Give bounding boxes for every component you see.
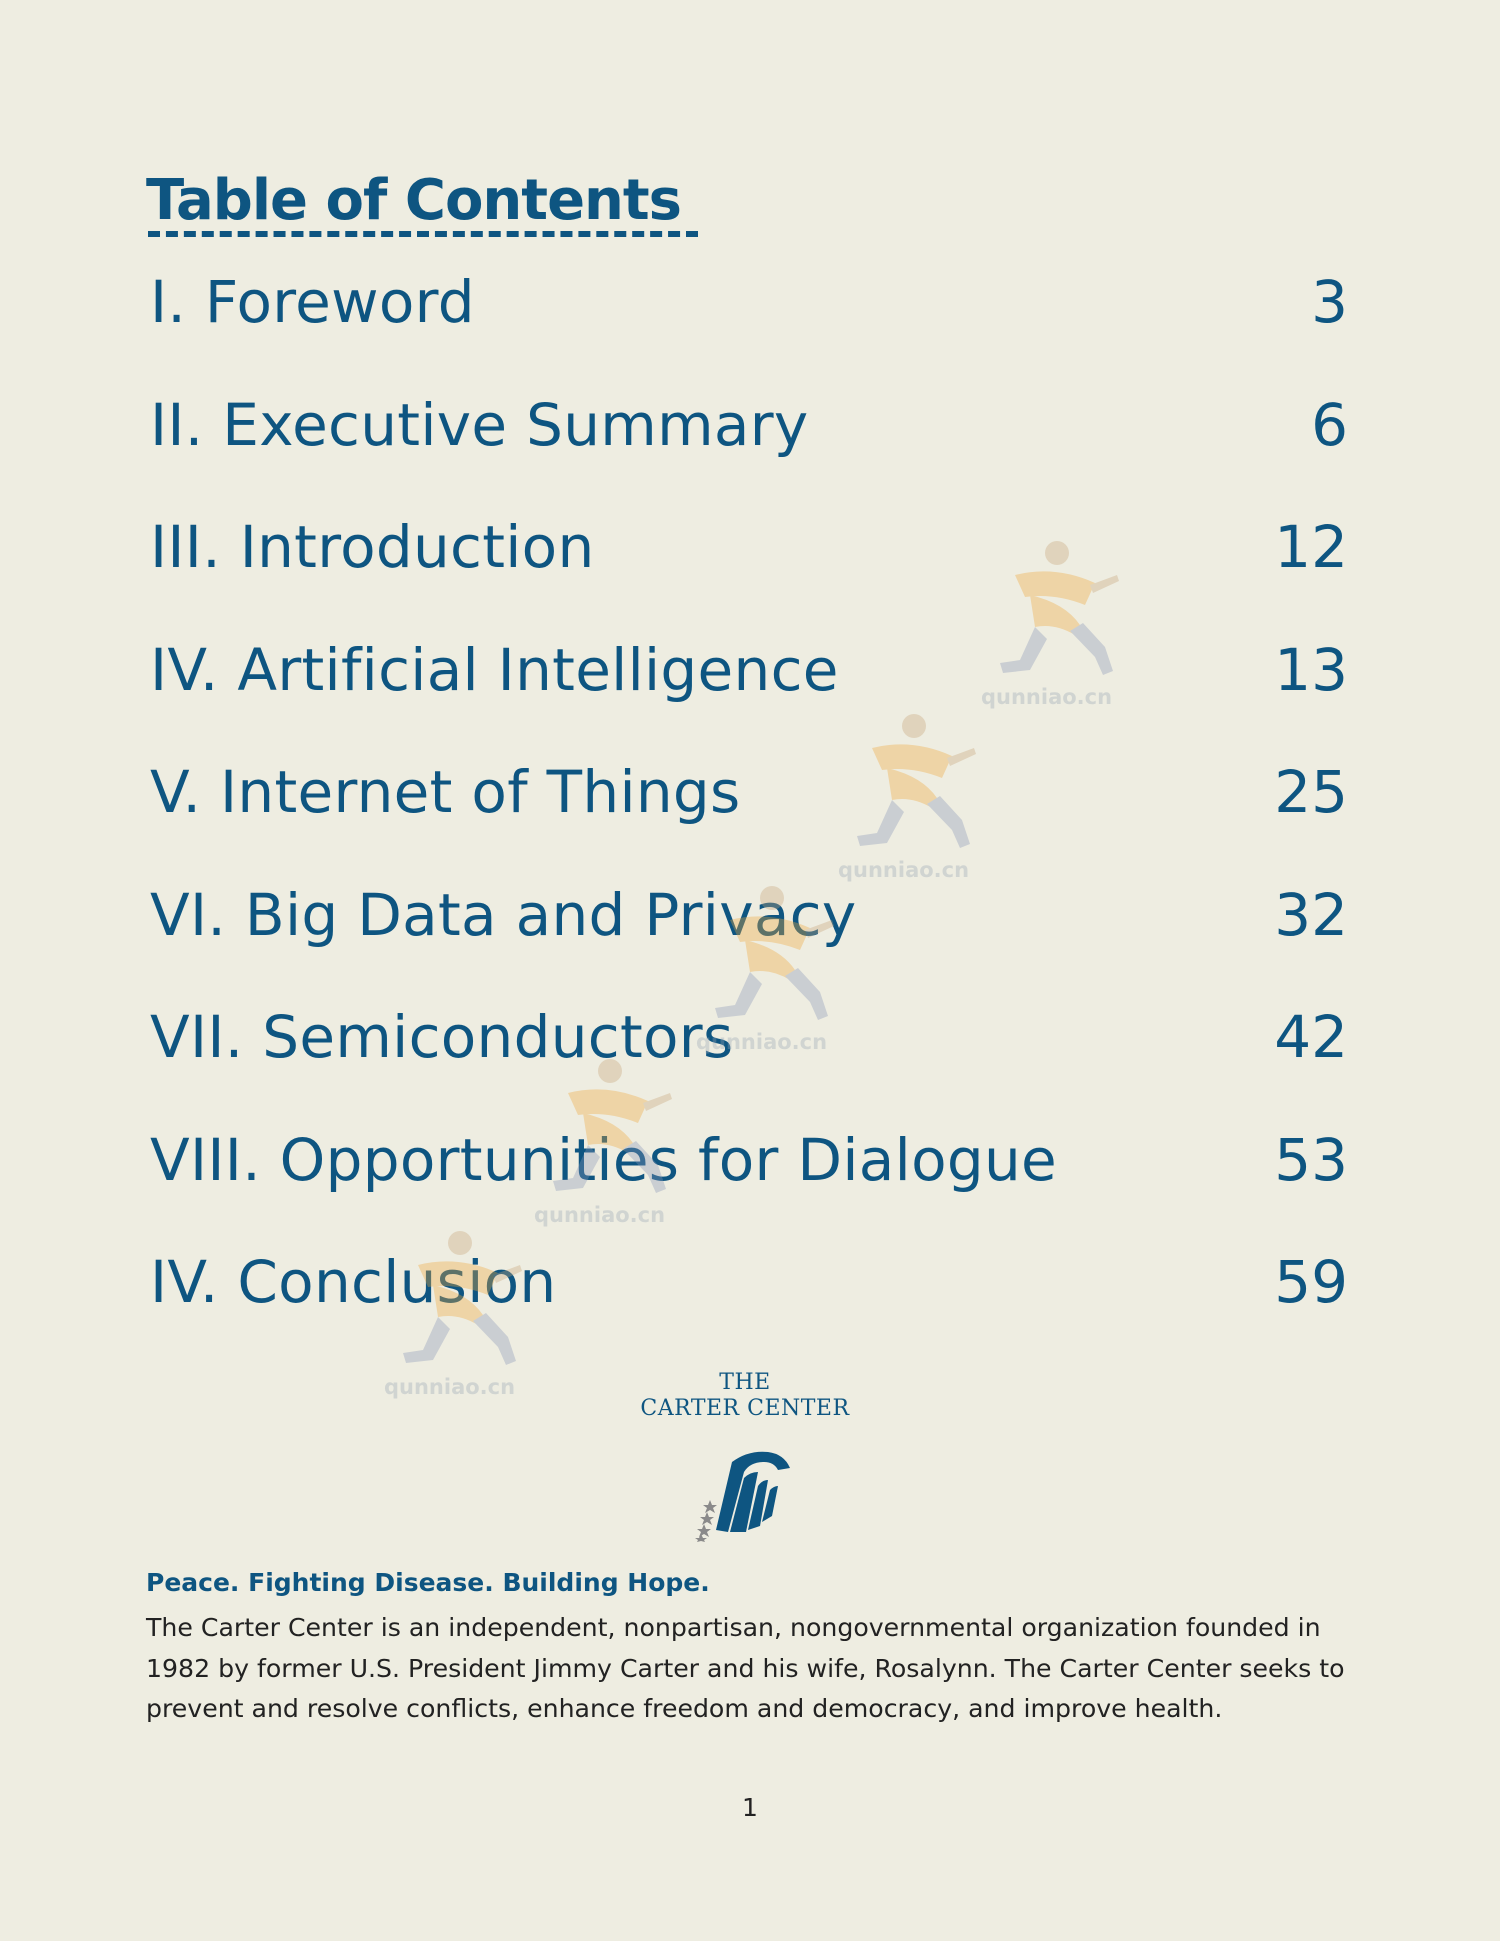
- toc-entry-semiconductors[interactable]: [150, 993, 1350, 1116]
- watermark-text: qunniao.cn: [384, 1375, 516, 1399]
- watermark-text: qunniao.cn: [981, 685, 1113, 709]
- toc-entry-label: VI. Big Data and Privacy: [150, 880, 857, 949]
- toc-entry-page: 12: [1274, 513, 1348, 581]
- toc-entry-label: IV. Artificial Intelligence: [150, 635, 839, 704]
- watermark-text: qunniao.cn: [696, 1030, 828, 1054]
- toc-entry-label: VIII. Opportunities for Dialogue: [150, 1125, 1058, 1194]
- carter-center-eagle-icon: [688, 1442, 798, 1542]
- toc-entry-page: 25: [1274, 758, 1348, 826]
- toc-entry-page: 13: [1274, 635, 1348, 704]
- toc-entry-label: IV. Conclusion: [150, 1248, 557, 1316]
- toc-entry-internet-of-things[interactable]: [150, 748, 1350, 871]
- toc-entry-opportunities-for-dialogue[interactable]: [150, 1116, 1350, 1239]
- toc-entry-big-data-and-privacy[interactable]: [150, 871, 1350, 994]
- toc-entry-page: 42: [1274, 1003, 1348, 1071]
- toc-title: Table of Contents: [146, 168, 682, 233]
- logo-text-carter-center: CARTER CENTER: [640, 1396, 850, 1421]
- toc-list: [150, 258, 1350, 1361]
- toc-entry-page: 6: [1311, 390, 1348, 459]
- toc-entry-page: 32: [1274, 880, 1348, 949]
- about-paragraph: The Carter Center is an independent, nonpartisan, nongovernmental organization founded in 1982 by former U.S. President Jimmy Carter and his wife, Rosalynn. The Carter Center seeks to prevent and resolve conflicts, enhance freedom and democracy, and improve health.: [146, 1613, 1345, 1723]
- toc-entry-page: 3: [1311, 268, 1348, 336]
- toc-entry-conclusion[interactable]: [150, 1238, 1350, 1361]
- toc-entry-page: 53: [1274, 1125, 1348, 1194]
- toc-entry-label: II. Executive Summary: [150, 390, 809, 459]
- tagline: Peace. Fighting Disease. Building Hope.: [146, 1568, 710, 1597]
- toc-title-underline: [148, 231, 698, 237]
- toc-entry-page: 59: [1274, 1248, 1348, 1316]
- toc-entry-introduction[interactable]: [150, 503, 1350, 626]
- toc-entry-label: I. Foreword: [150, 268, 475, 336]
- toc-entry-foreword[interactable]: [150, 258, 1350, 381]
- toc-entry-artificial-intelligence[interactable]: [150, 626, 1350, 749]
- toc-entry-label: VII. Semiconductors: [150, 1003, 734, 1071]
- toc-entry-executive-summary[interactable]: [150, 381, 1350, 504]
- watermark-text: qunniao.cn: [838, 858, 970, 882]
- toc-entry-label: V. Internet of Things: [150, 758, 741, 826]
- logo-text-the: THE: [719, 1370, 771, 1395]
- toc-entry-label: III. Introduction: [150, 513, 595, 581]
- page-number: 1: [742, 1793, 758, 1822]
- watermark-text: qunniao.cn: [534, 1203, 666, 1227]
